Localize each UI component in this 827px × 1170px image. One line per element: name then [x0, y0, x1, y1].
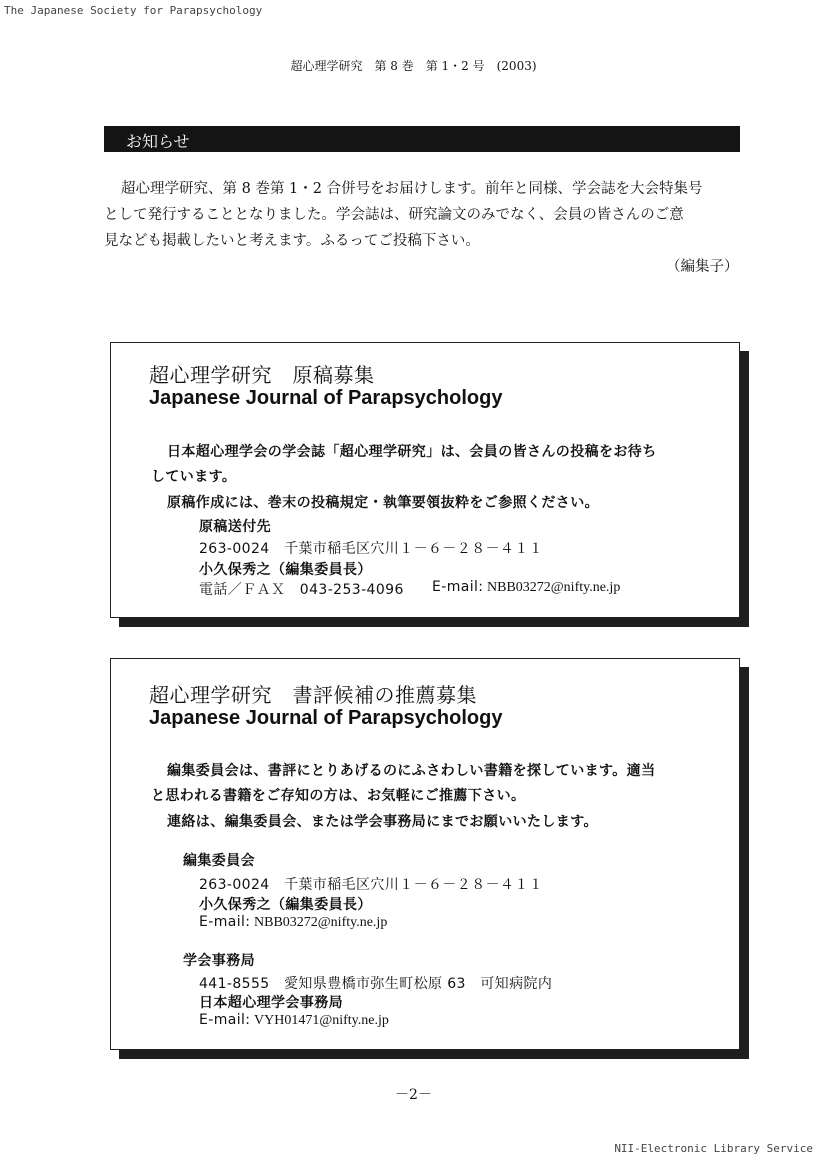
box2-office-name: 日本超心理学会事務局 — [199, 995, 343, 1011]
box2-committee-email-label: E-mail: — [199, 914, 251, 930]
box2-office-address: 441-8555 愛知県豊橋市弥生町松原 63 可知病院内 — [199, 976, 553, 992]
box2-para2: 連絡は、編集委員会、または学会事務局にまでお願いいたします。 — [167, 814, 598, 830]
box2-title-en: Japanese Journal of Parapsychology — [149, 707, 503, 729]
notice-signature: （編集子） — [666, 259, 739, 275]
box1-para2: 原稿作成には、巻末の投稿規定・執筆要領抜粋をご参照ください。 — [167, 495, 599, 511]
box1-phone: 電話／ＦＡＸ 043-253-4096 — [199, 582, 404, 598]
box1-title-jp: 超心理学研究 原稿募集 — [149, 363, 375, 387]
book-review-call-box — [110, 658, 740, 1050]
box2-committee-address: 263-0024 千葉市稲毛区穴川１－６－２８－４１１ — [199, 877, 544, 893]
box2-para1-line1: 編集委員会は、書評にとりあげるのにふさわしい書籍を探しています。適当 — [167, 763, 656, 779]
box1-email: NBB03272@nifty.ne.jp — [487, 580, 621, 595]
box2-para1-line2: と思われる書籍をご存知の方は、お気軽にご推薦下さい。 — [151, 788, 526, 804]
box1-contact-label: 原稿送付先 — [199, 519, 271, 535]
box2-committee-email: NBB03272@nifty.ne.jp — [254, 915, 388, 930]
manuscript-call-box — [110, 342, 740, 618]
box1-address: 263-0024 千葉市稲毛区穴川１－６－２８－４１１ — [199, 541, 544, 557]
notice-line-3: 見なども掲載したいと考えます。ふるってご投稿下さい。 — [104, 233, 480, 249]
box2-office-email-label: E-mail: — [199, 1012, 251, 1028]
box2-office-label: 学会事務局 — [183, 953, 255, 969]
box2-committee-person: 小久保秀之（編集委員長） — [199, 897, 372, 913]
box2-committee-label: 編集委員会 — [183, 853, 255, 869]
notice-line-1: 超心理学研究、第 8 巻第 1・2 合併号をお届けします。前年と同様、学会誌を大会特集号 — [121, 181, 703, 197]
notice-heading: お知らせ — [126, 132, 190, 151]
society-watermark: The Japanese Society for Parapsychology — [4, 4, 263, 17]
box1-para1-line1: 日本超心理学会の学会誌「超心理学研究」は、会員の皆さんの投稿をお待ち — [167, 444, 657, 460]
notice-line-2: として発行することとなりました。学会誌は、研究論文のみでなく、会員の皆さんのご意 — [104, 207, 684, 223]
box1-email-label: E-mail: — [432, 579, 484, 595]
box1-title-en: Japanese Journal of Parapsychology — [149, 387, 503, 409]
box2-title-jp: 超心理学研究 書評候補の推薦募集 — [149, 683, 477, 707]
running-head: 超心理学研究 第 8 巻 第 1・2 号 (2003) — [290, 59, 537, 73]
page-number: －2－ — [395, 1087, 432, 1103]
box1-person: 小久保秀之（編集委員長） — [199, 562, 372, 578]
box1-para1-line2: しています。 — [151, 469, 237, 485]
notice-heading-bar — [104, 126, 740, 152]
box2-office-email: VYH01471@nifty.ne.jp — [254, 1013, 389, 1028]
library-service-watermark: NII-Electronic Library Service — [614, 1142, 813, 1155]
